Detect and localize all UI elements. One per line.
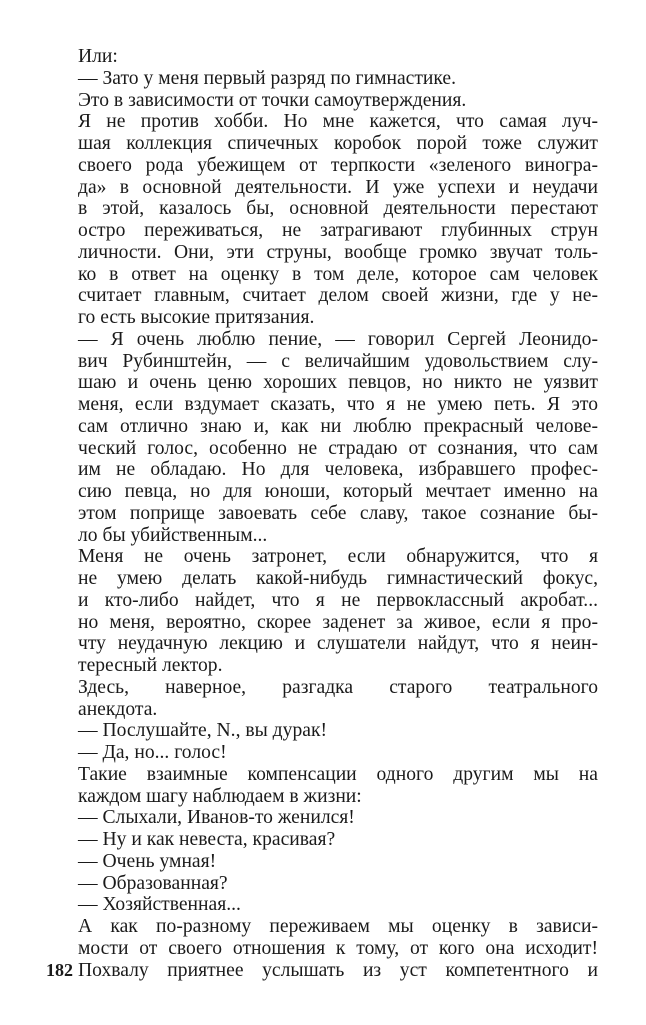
- text-line: Такие взаимные компенсации одного другим мы на: [78, 763, 598, 785]
- text-line: личности. Они, эти струны, вообще громко звучат толь-: [78, 241, 598, 263]
- text-line: но меня, вероятно, скорее заденет за живое, если я про-: [78, 611, 598, 633]
- text-line: считает главным, считает делом своей жизни, где у не-: [78, 285, 598, 307]
- text-line: — Слыхали, Иванов-то женился!: [78, 807, 355, 829]
- text-line: каждом шагу наблюдаем в жизни:: [78, 785, 362, 807]
- text-line: своего рода убежищем от терпкости «зеленого виногра-: [78, 154, 598, 176]
- text-line: ко в ответ на оценку в том деле, которое сам человек: [78, 263, 598, 285]
- text-line: — Я очень люблю пение, — говорил Сергей Леонидо-: [78, 328, 598, 350]
- text-line: ло бы убийственным...: [78, 524, 268, 546]
- text-line: Похвалу приятнее услышать из уст компетентного и: [78, 959, 598, 981]
- text-line: ческий голос, особенно не страдаю от сознания, что сам: [78, 437, 598, 459]
- text-line: вич Рубинштейн, — с величайшим удовольствием слу-: [78, 350, 598, 372]
- text-line: в этой, казалось бы, основной деятельности перестают: [78, 198, 598, 220]
- text-line: — Ну и как невеста, красивая?: [78, 829, 336, 850]
- text-line: анекдота.: [78, 698, 158, 720]
- text-line: этом поприще завоевать себе славу, такое сознание бы-: [78, 502, 598, 524]
- text-line: сам отлично знаю и, как ни люблю прекрасный челове-: [78, 415, 598, 437]
- text-line: — Очень умная!: [78, 850, 217, 872]
- text-line: — Да, но... голос!: [78, 742, 227, 763]
- text-line: — Хозяйственная...: [78, 894, 241, 916]
- text-line: сию певца, но для юноши, который мечтает именно на: [78, 481, 598, 502]
- text-line: мости от своего отношения к тому, от кого она исходит!: [78, 937, 598, 959]
- text-line: меня, если вздумает сказать, что я не умею петь. Я это: [78, 394, 598, 415]
- text-line: А как по-разному переживаем мы оценку в зависи-: [78, 916, 598, 937]
- text-line: и кто-либо найдет, что я не первоклассный акробат...: [78, 589, 598, 611]
- text-line: остро переживаться, не затрагивают глубинных струн: [78, 220, 598, 241]
- text-line: тересный лектор.: [78, 655, 223, 676]
- page-number: 182: [46, 960, 73, 980]
- text-line: им не обладаю. Но для человека, избравшего профес-: [78, 459, 598, 481]
- text-line: не умею делать какой-нибудь гимнастический фокус,: [78, 568, 598, 589]
- book-page-text: [78, 46, 598, 981]
- text-line: чту неудачную лекцию и слушатели найдут, что я неин-: [78, 633, 598, 655]
- text-line: Здесь, наверное, разгадка старого театрального: [78, 676, 598, 698]
- text-line: Или:: [78, 46, 118, 67]
- text-line: Меня не очень затронет, если обнаружится, что я: [78, 546, 598, 568]
- text-line: да» в основной деятельности. И уже успехи и неудачи: [78, 176, 598, 198]
- text-line: — Послушайте, N., вы дурак!: [78, 720, 327, 742]
- text-line: шаю и очень ценю хороших певцов, но никто не уязвит: [78, 372, 598, 394]
- text-line: го есть высокие притязания.: [78, 307, 315, 328]
- text-line: — Зато у меня первый разряд по гимнастике.: [78, 67, 457, 89]
- text-line: шая коллекция спичечных коробок порой тоже служит: [78, 133, 598, 154]
- text-line: Это в зависимости от точки самоутверждения.: [78, 89, 467, 111]
- text-line: — Образованная?: [78, 872, 228, 894]
- text-line: Я не против хобби. Но мне кажется, что самая луч-: [78, 111, 598, 133]
